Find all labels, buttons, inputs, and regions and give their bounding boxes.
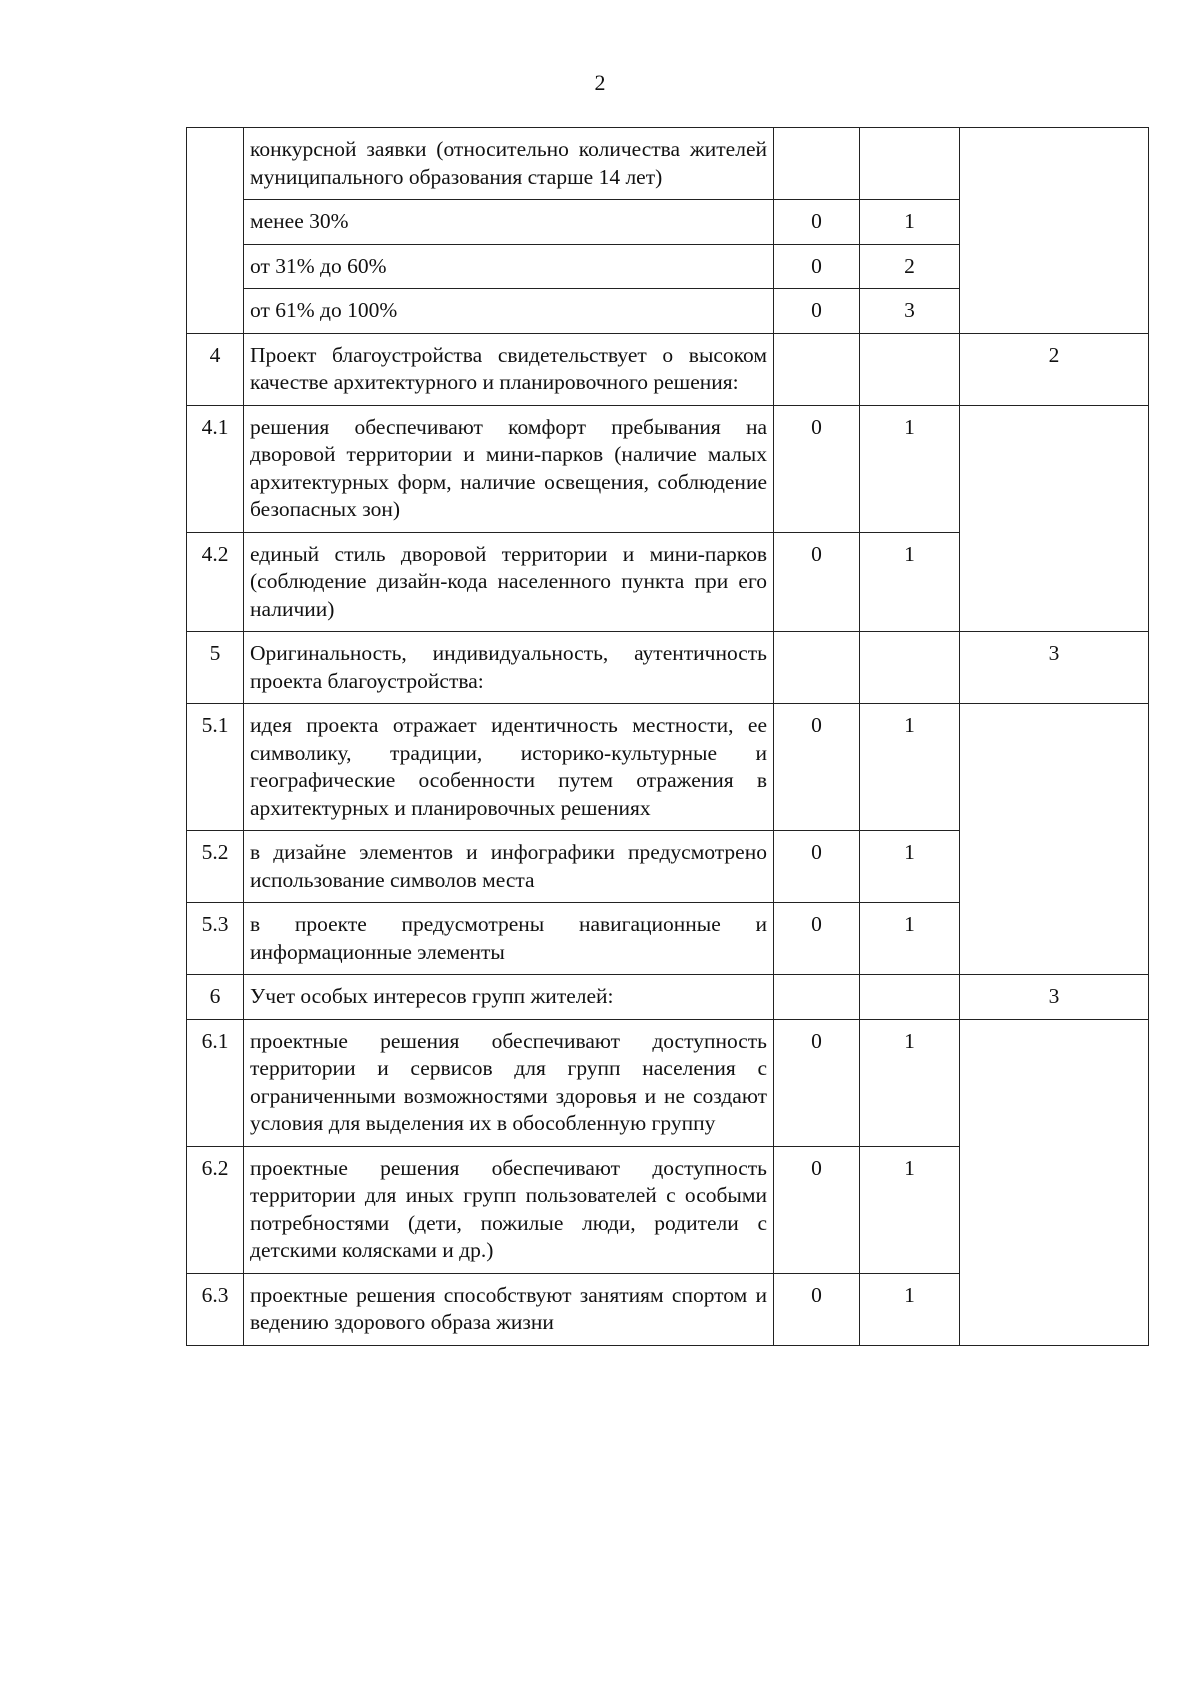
- row-number: 5.3: [187, 903, 244, 975]
- criterion-weight: [960, 128, 1149, 334]
- score-min: [774, 632, 860, 704]
- row-number: 5.1: [187, 704, 244, 831]
- score-max: 1: [860, 1273, 960, 1345]
- criterion-text: конкурсной заявки (относительно количества жителей муниципального образования старше 14 лет): [244, 128, 774, 200]
- table-row: [187, 128, 1149, 200]
- row-number: 4.2: [187, 532, 244, 632]
- row-number: 6: [187, 975, 244, 1020]
- table-row: [187, 405, 1149, 532]
- criterion-weight: 3: [960, 632, 1149, 704]
- criterion-text: Проект благоустройства свидетельствует о высоком качестве архитектурного и планировочного решения:: [244, 333, 774, 405]
- score-min: 0: [774, 1146, 860, 1273]
- criterion-text: в проекте предусмотрены навигационные и информационные элементы: [244, 903, 774, 975]
- criteria-table: [186, 127, 1149, 1346]
- score-max: 1: [860, 1019, 960, 1146]
- criterion-text: проектные решения обеспечивают доступность территории для иных групп пользователей с особыми потребностями (дети, пожилые люди, родители с детскими колясками и др.): [244, 1146, 774, 1273]
- row-number: 4: [187, 333, 244, 405]
- page-number: 2: [594, 70, 606, 95]
- criterion-text: от 31% до 60%: [244, 244, 774, 289]
- row-number: [187, 128, 244, 334]
- criterion-text: в дизайне элементов и инфографики предусмотрено использование символов места: [244, 831, 774, 903]
- criterion-weight: 3: [960, 975, 1149, 1020]
- criterion-text: идея проекта отражает идентичность местности, ее символику, традиции, историко-культурные и географические особенности путем отражения в архитектурных и планировочных решениях: [244, 704, 774, 831]
- criterion-text: проектные решения обеспечивают доступность территории и сервисов для групп населения с ограниченными возможностями здоровья и не создают условия для выделения их в обособленную группу: [244, 1019, 774, 1146]
- table-row: [187, 632, 1149, 704]
- row-number: 5: [187, 632, 244, 704]
- table-row: [187, 975, 1149, 1020]
- table-row: [187, 1019, 1149, 1146]
- criterion-text: от 61% до 100%: [244, 289, 774, 334]
- score-max: 1: [860, 405, 960, 532]
- score-min: 0: [774, 1273, 860, 1345]
- criterion-weight: [960, 1019, 1149, 1345]
- criterion-weight: [960, 405, 1149, 632]
- score-min: [774, 975, 860, 1020]
- table-row: [187, 333, 1149, 405]
- criterion-text: единый стиль дворовой территории и мини-парков (соблюдение дизайн-кода населенного пункта при его наличии): [244, 532, 774, 632]
- score-max: [860, 975, 960, 1020]
- score-min: 0: [774, 704, 860, 831]
- criterion-text: Учет особых интересов групп жителей:: [244, 975, 774, 1020]
- score-min: 0: [774, 200, 860, 245]
- score-min: 0: [774, 289, 860, 334]
- score-max: [860, 333, 960, 405]
- row-number: 4.1: [187, 405, 244, 532]
- score-max: 1: [860, 831, 960, 903]
- row-number: 6.1: [187, 1019, 244, 1146]
- row-number: 6.3: [187, 1273, 244, 1345]
- score-max: 3: [860, 289, 960, 334]
- score-max: 1: [860, 532, 960, 632]
- row-number: 6.2: [187, 1146, 244, 1273]
- score-min: 0: [774, 831, 860, 903]
- criterion-text: Оригинальность, индивидуальность, аутентичность проекта благоустройства:: [244, 632, 774, 704]
- score-min: 0: [774, 405, 860, 532]
- score-max: [860, 632, 960, 704]
- score-max: 1: [860, 1146, 960, 1273]
- score-min: 0: [774, 244, 860, 289]
- criterion-text: проектные решения способствуют занятиям спортом и ведению здорового образа жизни: [244, 1273, 774, 1345]
- score-max: [860, 128, 960, 200]
- score-max: 1: [860, 704, 960, 831]
- score-max: 1: [860, 200, 960, 245]
- score-min: 0: [774, 532, 860, 632]
- criterion-text: менее 30%: [244, 200, 774, 245]
- table-row: [187, 704, 1149, 831]
- score-min: [774, 333, 860, 405]
- criterion-weight: 2: [960, 333, 1149, 405]
- score-min: [774, 128, 860, 200]
- criterion-weight: [960, 704, 1149, 975]
- score-max: 1: [860, 903, 960, 975]
- score-max: 2: [860, 244, 960, 289]
- row-number: 5.2: [187, 831, 244, 903]
- score-min: 0: [774, 1019, 860, 1146]
- criterion-text: решения обеспечивают комфорт пребывания на дворовой территории и мини-парков (наличие малых архитектурных форм, наличие освещения, соблюдение безопасных зон): [244, 405, 774, 532]
- score-min: 0: [774, 903, 860, 975]
